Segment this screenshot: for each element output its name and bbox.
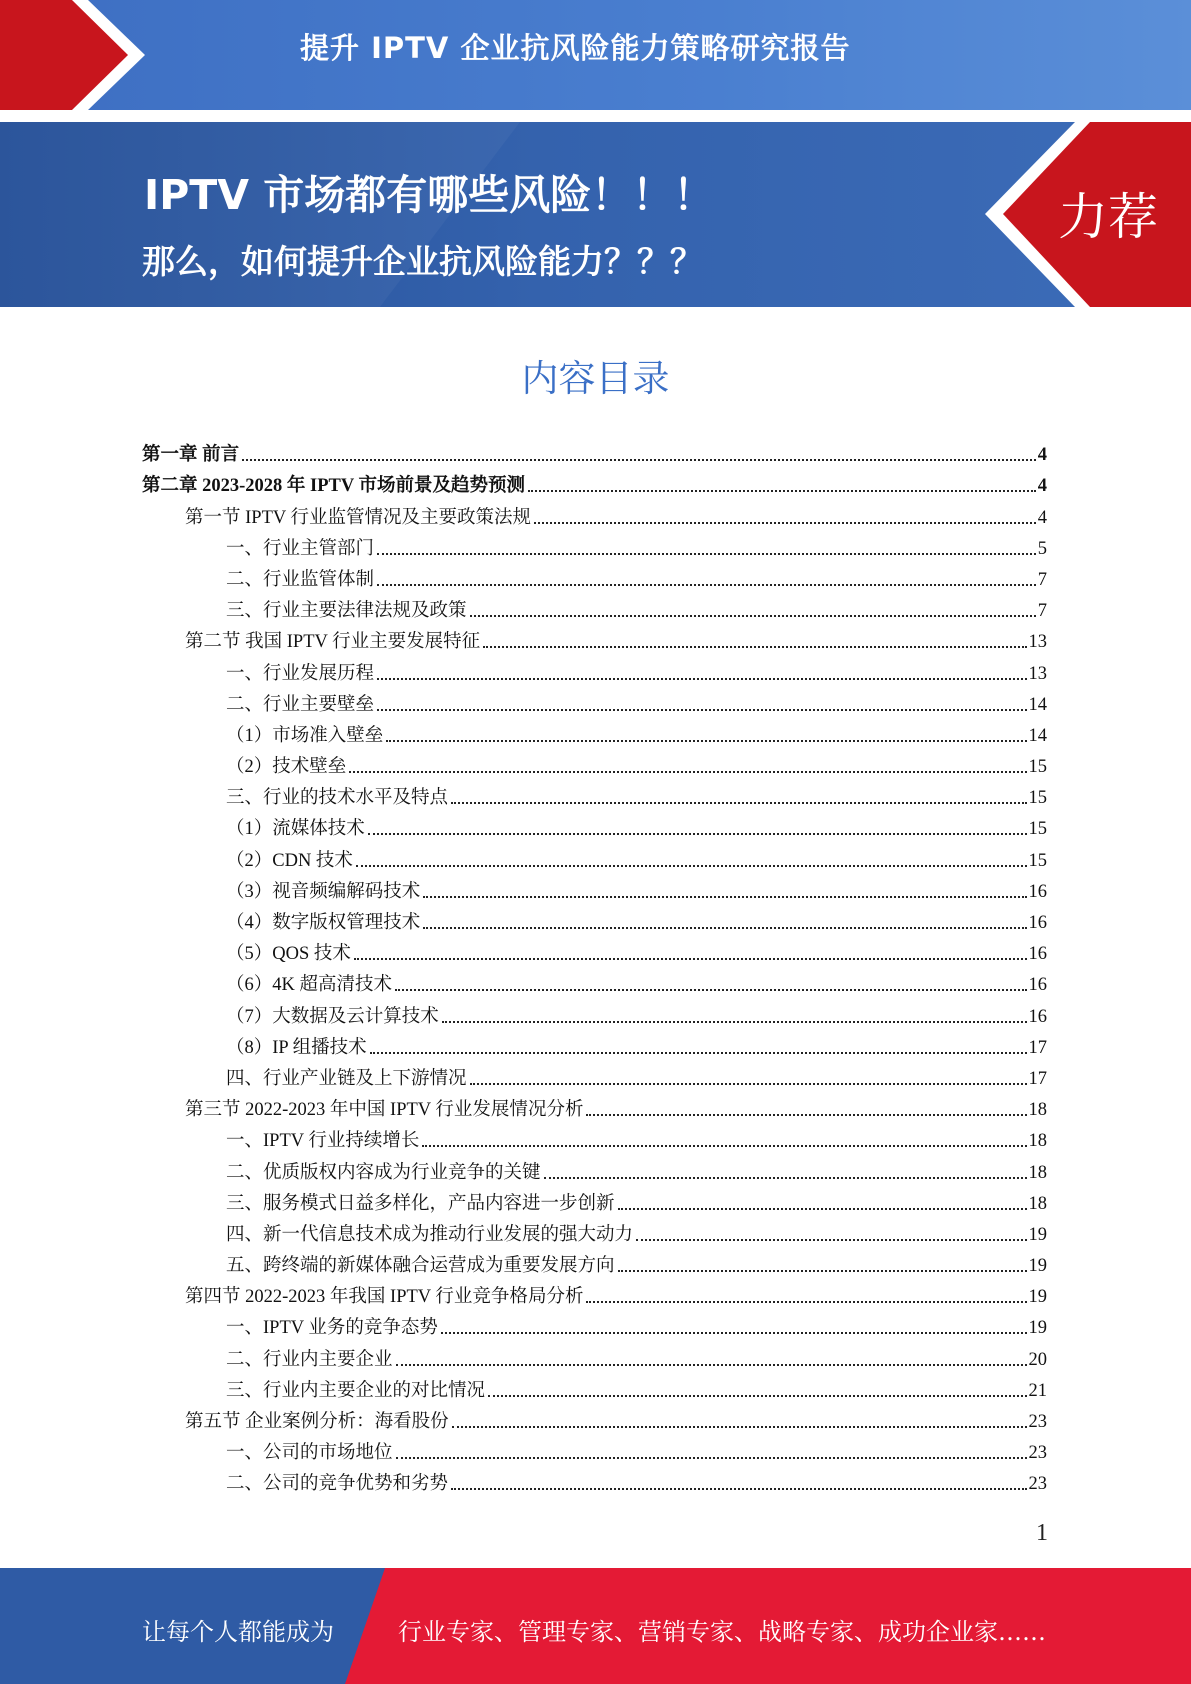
toc-entry-page: 5 (1037, 538, 1047, 559)
toc-leader-dots (377, 709, 1026, 711)
toc-entry-title: 一、行业发展历程 (226, 663, 375, 684)
toc-entry-page: 23 (1028, 1412, 1047, 1432)
footer-slogan-right: 行业专家、管理专家、营销专家、战略专家、成功企业家…… (398, 1618, 1046, 1646)
toc-entry-title: 一、公司的市场地位 (226, 1443, 393, 1464)
toc-entry-page: 4 (1037, 476, 1047, 497)
toc-entry-title: 三、行业的技术水平及特点 (226, 788, 449, 809)
toc-entry-title: 第二章 2023-2028 年 IPTV 市场前景及趋势预测 (142, 476, 526, 497)
toc-entry-title: 五、跨终端的新媒体融合运营成为重要发展方向 (226, 1256, 615, 1277)
toc-leader-dots (441, 1332, 1027, 1334)
toc-leader-dots (386, 740, 1026, 742)
toc-entry[interactable] (142, 1341, 1047, 1372)
toc-leader-dots (423, 927, 1026, 929)
toc-entry[interactable] (142, 499, 1047, 530)
toc-entry[interactable] (142, 936, 1047, 967)
toc-entry-title: 一、IPTV 业务的竞争态势 (226, 1318, 438, 1339)
top-banner (0, 0, 1191, 110)
toc-leader-dots (242, 459, 1036, 461)
footer-slogan-left: 让每个人都能成为 (142, 1618, 334, 1646)
toc-entry-page: 19 (1028, 1224, 1047, 1245)
toc-entry-title: （2）CDN 技术 (226, 850, 353, 871)
toc-entry[interactable] (142, 1435, 1047, 1466)
toc-entry-page: 15 (1028, 819, 1047, 840)
toc-entry-title: （2）技术壁垒 (226, 757, 347, 778)
toc-entry-title: 二、行业监管体制 (226, 569, 375, 590)
toc-entry[interactable] (142, 655, 1047, 686)
toc-entry-page: 4 (1037, 445, 1047, 466)
toc-entry[interactable] (142, 1279, 1047, 1310)
toc-entry[interactable] (142, 749, 1047, 780)
toc-entry-page: 16 (1028, 944, 1047, 965)
toc-entry[interactable] (142, 998, 1047, 1029)
recommend-badge: 力荐 (1058, 188, 1158, 246)
toc-entry-page: 16 (1028, 881, 1047, 902)
toc-leader-dots (636, 1239, 1026, 1241)
toc-entry-title: 第五节 企业案例分析：海看股份 (185, 1412, 449, 1432)
toc-entry-title: 二、行业主要壁垒 (226, 694, 375, 715)
toc-leader-dots (354, 958, 1027, 960)
toc-entry[interactable] (142, 1186, 1047, 1217)
toc-leader-dots (423, 896, 1026, 898)
toc-entry-page: 13 (1028, 663, 1047, 684)
toc-leader-dots (377, 678, 1026, 680)
toc-entry-title: （6）4K 超高清技术 (226, 975, 392, 996)
toc-entry-page: 18 (1028, 1162, 1047, 1183)
toc-entry[interactable] (142, 437, 1047, 468)
toc-entry-page: 4 (1037, 507, 1047, 528)
toc-entry[interactable] (142, 1373, 1047, 1404)
toc-leader-dots (451, 802, 1026, 804)
hero-banner (0, 122, 1191, 307)
toc-entry[interactable] (142, 842, 1047, 873)
toc-entry-title: 四、新一代信息技术成为推动行业发展的强大动力 (226, 1224, 634, 1245)
toc-entry-page: 19 (1028, 1287, 1047, 1308)
toc-entry[interactable] (142, 1030, 1047, 1061)
toc-entry-title: 三、行业内主要企业的对比情况 (226, 1380, 486, 1401)
toc-leader-dots (488, 1395, 1026, 1397)
toc-leader-dots (422, 1145, 1026, 1147)
toc-entry-title: 三、行业主要法律法规及政策 (226, 601, 467, 622)
toc-leader-dots (377, 553, 1036, 555)
toc-entry-title: 二、公司的竞争优势和劣势 (226, 1474, 449, 1495)
toc-entry[interactable] (142, 718, 1047, 749)
toc-entry-page: 15 (1028, 757, 1047, 778)
toc-entry[interactable] (142, 1404, 1047, 1435)
toc-entry[interactable] (142, 531, 1047, 562)
toc-entry-title: 第二节 我国 IPTV 行业主要发展特征 (185, 632, 481, 653)
hero-headline: IPTV 市场都有哪些风险！！！ (144, 171, 715, 219)
toc-entry[interactable] (142, 1310, 1047, 1341)
toc-leader-dots (442, 1021, 1027, 1023)
toc-entry-page: 19 (1028, 1256, 1047, 1277)
toc-entry-page: 13 (1028, 632, 1047, 653)
toc-entry[interactable] (142, 1466, 1047, 1497)
toc-leader-dots (618, 1208, 1027, 1210)
toc-leader-dots (356, 865, 1027, 867)
toc-entry-title: （1）流媒体技术 (226, 819, 365, 840)
toc-leader-dots (534, 522, 1036, 524)
toc-entry-page: 17 (1028, 1037, 1047, 1058)
toc-entry-page: 14 (1028, 725, 1047, 746)
toc-entry-title: 三、服务模式日益多样化，产品内容进一步创新 (226, 1193, 615, 1214)
toc-entry[interactable] (142, 905, 1047, 936)
toc-leader-dots (470, 615, 1036, 617)
toc-entry-page: 19 (1028, 1318, 1047, 1339)
toc-entry-page: 18 (1028, 1100, 1047, 1121)
toc-entry-title: （3）视音频编解码技术 (226, 881, 421, 902)
toc-entry-title: （7）大数据及云计算技术 (226, 1006, 439, 1027)
toc-leader-dots (377, 584, 1036, 586)
toc-entry[interactable] (142, 687, 1047, 718)
toc-entry-page: 21 (1028, 1380, 1047, 1401)
table-of-contents (142, 437, 1047, 1497)
toc-entry[interactable] (142, 562, 1047, 593)
toc-leader-dots (451, 1488, 1026, 1490)
toc-leader-dots (368, 833, 1027, 835)
toc-entry-title: 第三节 2022-2023 年中国 IPTV 行业发展情况分析 (185, 1100, 584, 1121)
toc-leader-dots (483, 646, 1026, 648)
toc-entry-title: 二、优质版权内容成为行业竞争的关键 (226, 1162, 541, 1183)
toc-entry[interactable] (142, 1248, 1047, 1279)
toc-entry[interactable] (142, 874, 1047, 905)
toc-leader-dots (395, 989, 1027, 991)
page-number: 1 (1036, 1520, 1048, 1546)
toc-entry-title: 第一节 IPTV 行业监管情况及主要政策法规 (185, 507, 532, 528)
toc-entry-title: 第四节 2022-2023 年我国 IPTV 行业竞争格局分析 (185, 1287, 584, 1308)
toc-entry[interactable] (142, 1154, 1047, 1185)
toc-entry-page: 7 (1037, 601, 1047, 622)
toc-entry[interactable] (142, 468, 1047, 499)
toc-entry-title: 二、行业内主要企业 (226, 1349, 393, 1370)
toc-entry-title: 一、IPTV 行业持续增长 (226, 1131, 420, 1152)
toc-entry[interactable] (142, 624, 1047, 655)
toc-entry-page: 18 (1028, 1131, 1047, 1152)
toc-entry-title: 一、行业主管部门 (226, 538, 375, 559)
toc-entry-page: 16 (1028, 913, 1047, 933)
toc-entry-page: 23 (1028, 1474, 1047, 1495)
hero-subheadline: 那么，如何提升企业抗风险能力？？？ (142, 242, 703, 281)
toc-entry-page: 15 (1028, 788, 1047, 809)
toc-entry[interactable] (142, 1217, 1047, 1248)
toc-entry-page: 16 (1028, 975, 1047, 996)
red-chevron-decoration (0, 0, 160, 110)
toc-entry-page: 18 (1028, 1193, 1047, 1214)
toc-leader-dots (370, 1052, 1027, 1054)
toc-entry[interactable] (142, 1123, 1047, 1154)
toc-leader-dots (470, 1083, 1027, 1085)
report-title: 提升 IPTV 企业抗风险能力策略研究报告 (300, 31, 851, 65)
toc-entry[interactable] (142, 967, 1047, 998)
toc-entry[interactable] (142, 811, 1047, 842)
toc-entry-title: （1）市场准入壁垒 (226, 725, 384, 746)
toc-entry-page: 14 (1028, 694, 1047, 715)
toc-leader-dots (396, 1364, 1027, 1366)
toc-entry-page: 20 (1028, 1349, 1047, 1370)
toc-heading: 内容目录 (521, 357, 670, 400)
toc-entry[interactable] (142, 780, 1047, 811)
footer-banner (0, 1568, 1191, 1684)
toc-entry[interactable] (142, 1061, 1047, 1092)
toc-entry[interactable] (142, 593, 1047, 624)
toc-leader-dots (586, 1114, 1026, 1116)
toc-entry-title: 第一章 前言 (142, 445, 240, 466)
toc-entry-page: 16 (1028, 1006, 1047, 1027)
toc-leader-dots (544, 1177, 1027, 1179)
toc-leader-dots (349, 771, 1026, 773)
toc-entry-title: （4）数字版权管理技术 (226, 913, 421, 933)
toc-entry-title: 四、行业产业链及上下游情况 (226, 1068, 467, 1089)
toc-leader-dots (528, 490, 1036, 492)
toc-leader-dots (452, 1426, 1027, 1428)
toc-entry-page: 7 (1037, 569, 1047, 590)
toc-leader-dots (396, 1457, 1027, 1459)
toc-entry-title: （5）QOS 技术 (226, 944, 351, 965)
toc-entry-page: 15 (1028, 850, 1047, 871)
toc-entry-page: 17 (1028, 1068, 1047, 1089)
toc-entry-page: 23 (1028, 1443, 1047, 1464)
toc-entry[interactable] (142, 1092, 1047, 1123)
toc-leader-dots (586, 1301, 1026, 1303)
toc-leader-dots (618, 1270, 1027, 1272)
toc-entry-title: （8）IP 组播技术 (226, 1037, 367, 1058)
